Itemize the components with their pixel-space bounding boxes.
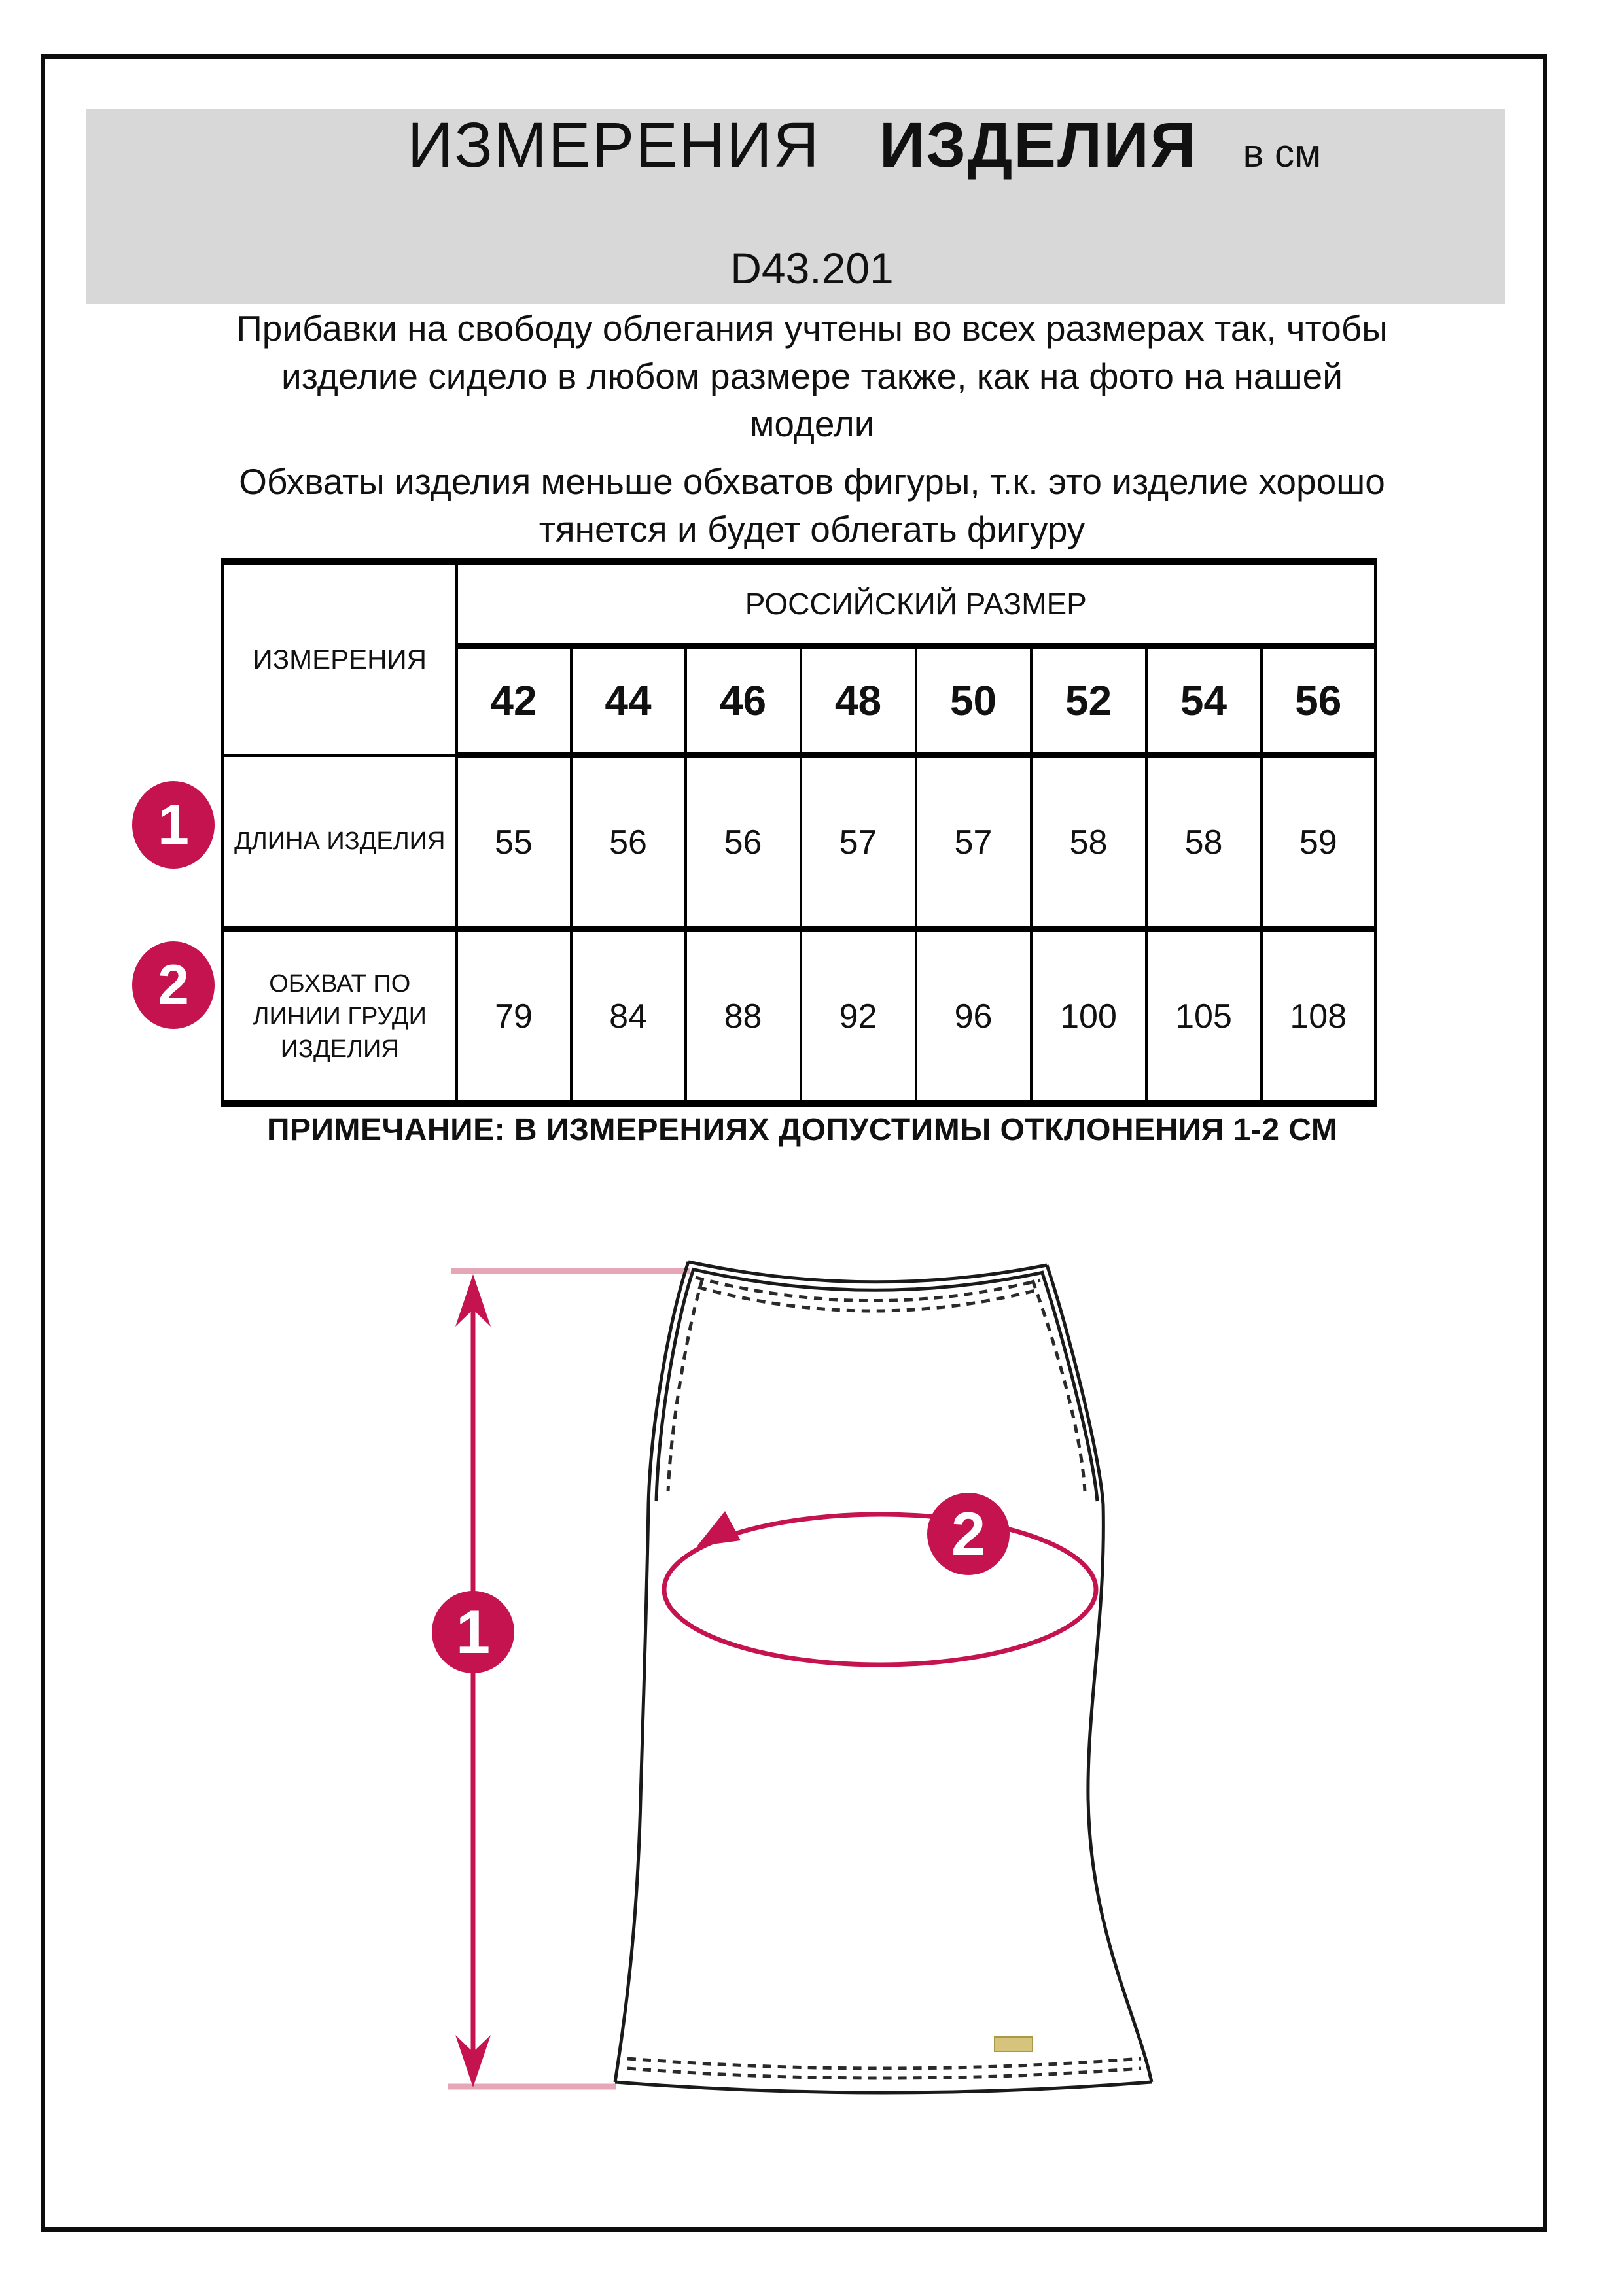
description-line: модели (749, 404, 875, 444)
garment-diagram (366, 1210, 1479, 2159)
hem-stitch-1 (627, 2059, 1141, 2068)
right-side-seam (1047, 1265, 1152, 2082)
measure-2-badge: 2 (132, 941, 215, 1029)
table-row-chest (223, 930, 1376, 1104)
size-cell: 54 (1146, 646, 1262, 756)
row-label-chest: ОБХВАТ ПО ЛИНИИ ГРУДИ ИЗДЕЛИЯ (223, 930, 457, 1104)
measure-1-badge: 1 (132, 781, 215, 869)
description-paragraph-2 (158, 458, 1466, 553)
description-line: изделие сидело в любом размере также, как на фото на нашей (281, 356, 1343, 396)
length-measure-arrow (455, 1274, 491, 2087)
title-word-product: ИЗДЕЛИЯ (879, 109, 1197, 181)
diagram-marker-2 (927, 1493, 1010, 1575)
value-cell: 56 (571, 756, 686, 930)
value-cell: 56 (686, 756, 801, 930)
size-table (221, 558, 1377, 1107)
value-cell: 100 (1031, 930, 1146, 1104)
value-cell: 88 (686, 930, 801, 1104)
right-armhole-stitch (1033, 1280, 1085, 1491)
description-line: Обхваты изделия меньше обхватов фигуры, т.к. это изделие хорошо (239, 461, 1385, 502)
description-line: тянется и будет облегать фигуру (538, 509, 1086, 549)
value-cell: 58 (1031, 756, 1146, 930)
diagram-marker-1 (432, 1591, 514, 1673)
value-cell: 84 (571, 930, 686, 1104)
value-cell: 57 (916, 756, 1031, 930)
value-cell: 79 (457, 930, 571, 1104)
title-word-measurements: ИЗМЕРЕНИЯ (407, 109, 821, 181)
marker-2-number: 2 (951, 1499, 986, 1568)
title-unit: в см (1243, 131, 1322, 175)
tolerance-note: ПРИМЕЧАНИЕ: В ИЗМЕРЕНИЯХ ДОПУСТИМЫ ОТКЛОНЕНИЯ 1-2 СМ (267, 1113, 1338, 1147)
table-row-length (223, 756, 1376, 930)
value-cell: 58 (1146, 756, 1262, 930)
size-cell: 42 (457, 646, 571, 756)
hem-edge (615, 2082, 1152, 2093)
row-label-length: ДЛИНА ИЗДЕЛИЯ (223, 756, 457, 930)
size-cell: 44 (571, 646, 686, 756)
value-cell: 59 (1262, 756, 1376, 930)
table-header-russian-size: РОССИЙСКИЙ РАЗМЕР (457, 561, 1376, 646)
table-header-measurements: ИЗМЕРЕНИЯ (223, 561, 457, 756)
description-paragraph-1 (158, 305, 1466, 448)
size-cell: 46 (686, 646, 801, 756)
value-cell: 55 (457, 756, 571, 930)
right-armhole-edge (1042, 1271, 1097, 1501)
stitch-lines (627, 1278, 1141, 2078)
size-cell: 52 (1031, 646, 1146, 756)
chest-measure-ellipse (664, 1511, 1096, 1665)
product-code: D43.201 (730, 244, 894, 292)
description-line: Прибавки на свободу облегания учтены во всех размерах так, чтобы (236, 308, 1388, 349)
size-cell: 48 (801, 646, 916, 756)
arrow-left-icon (697, 1511, 741, 1546)
value-cell: 108 (1262, 930, 1376, 1104)
value-cell: 92 (801, 930, 916, 1104)
value-cell: 105 (1146, 930, 1262, 1104)
marker-1-number: 1 (455, 1597, 491, 1666)
left-side-seam (615, 1262, 688, 2082)
value-cell: 57 (801, 756, 916, 930)
hem-label-tag (995, 2037, 1033, 2051)
size-cell: 50 (916, 646, 1031, 756)
size-cell: 56 (1262, 646, 1376, 756)
garment-outline (615, 1262, 1152, 2093)
value-cell: 96 (916, 930, 1031, 1104)
